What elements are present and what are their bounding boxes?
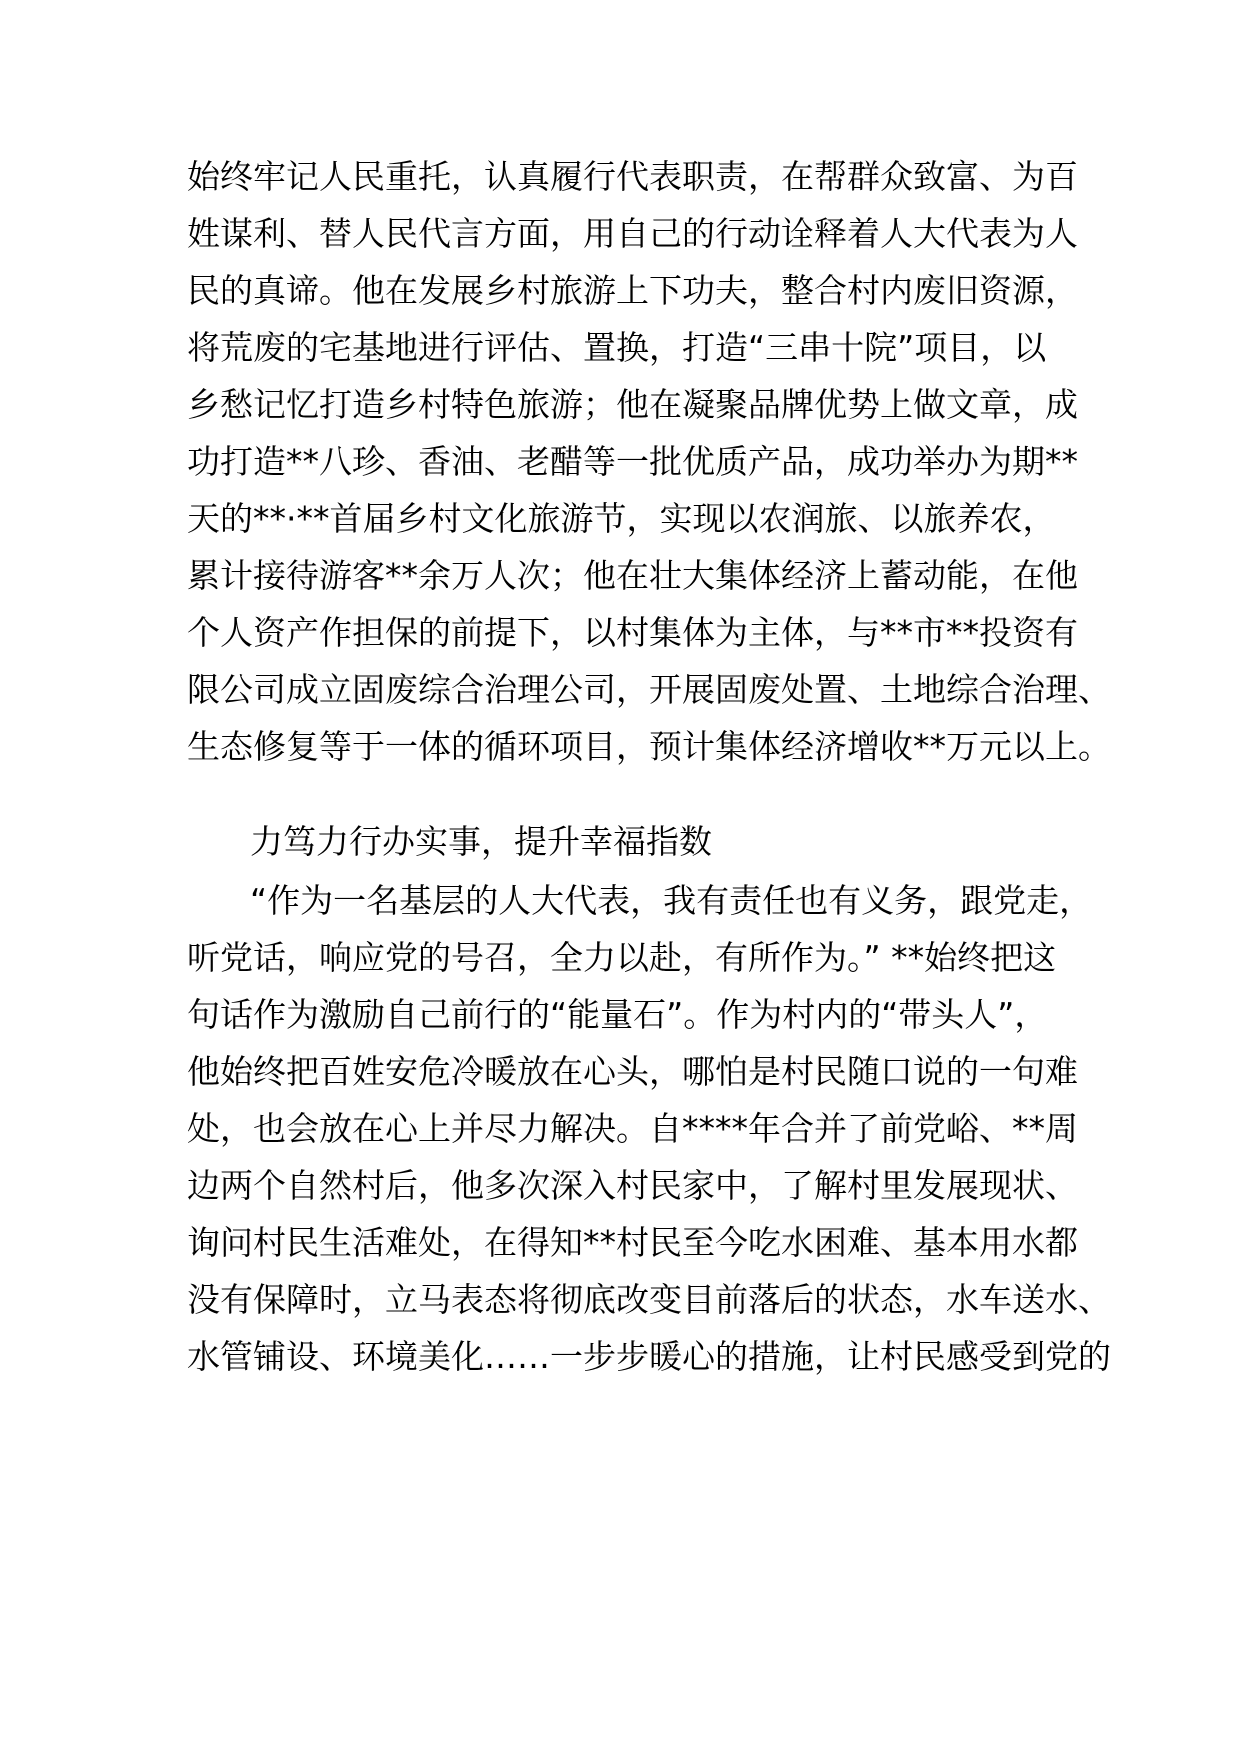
paragraph-line: 他始终把百姓安危冷暖放在心头，哪怕是村民随口说的一句难: [187, 1052, 1078, 1091]
paragraph-line: 始终牢记人民重托，认真履行代表职责，在帮群众致富、为百: [187, 157, 1078, 196]
paragraph-line: 句话作为激励自己前行的“能量石”。作为村内的“带头人”，: [187, 995, 1048, 1034]
paragraph-line: 生态修复等于一体的循环项目，预计集体经济增收**万元以上。: [187, 727, 1111, 766]
paragraph-line: 水管铺设、环境美化……一步步暖心的措施，让村民感受到党的: [187, 1337, 1111, 1376]
paragraph-line: 功打造**八珍、香油、老醋等一批优质产品，成功举办为期**: [187, 442, 1078, 481]
paragraph-line: 民的真谛。他在发展乡村旅游上下功夫，整合村内废旧资源，: [187, 271, 1078, 310]
paragraph-line: 乡愁记忆打造乡村特色旅游；他在凝聚品牌优势上做文章，成: [187, 385, 1078, 424]
paragraph-line: 听党话，响应党的号召，全力以赴，有所作为。” **始终把这: [187, 938, 1057, 977]
paragraph-line: 姓谋利、替人民代言方面，用自己的行动诠释着人大代表为人: [187, 214, 1078, 253]
paragraph-line: 处，也会放在心上并尽力解决。自****年合并了前党峪、**周: [187, 1109, 1078, 1148]
paragraph-line: 边两个自然村后，他多次深入村民家中，了解村里发展现状、: [187, 1166, 1078, 1205]
paragraph-line: 天的**·**首届乡村文化旅游节，实现以农润旅、以旅养农，: [187, 499, 1056, 538]
paragraph-line: 个人资产作担保的前提下，以村集体为主体，与**市**投资有: [187, 613, 1078, 652]
paragraph-line: 累计接待游客**余万人次；他在壮大集体经济上蓄动能，在他: [187, 556, 1078, 595]
paragraph-line: 将荒废的宅基地进行评估、置换，打造“三串十院”项目，以: [187, 328, 1047, 367]
paragraph-line: 没有保障时，立马表态将彻底改变目前落后的状态，水车送水、: [187, 1280, 1111, 1319]
section-heading: 力笃力行办实事，提升幸福指数: [250, 822, 712, 861]
paragraph-line: 限公司成立固废综合治理公司，开展固废处置、土地综合治理、: [187, 670, 1111, 709]
paragraph-line: 询问村民生活难处，在得知**村民至今吃水困难、基本用水都: [187, 1223, 1078, 1262]
paragraph-line: “作为一名基层的人大代表，我有责任也有义务，跟党走，: [250, 881, 1093, 920]
